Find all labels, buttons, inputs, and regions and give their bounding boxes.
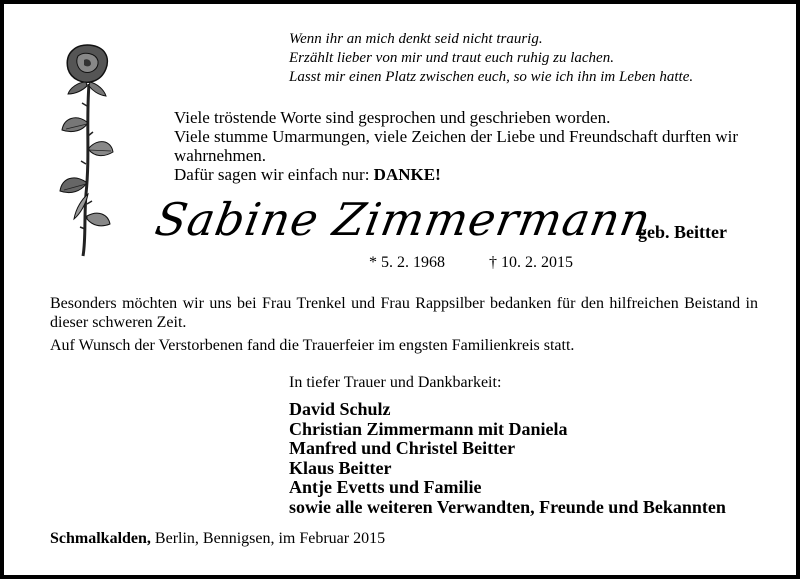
- thanks-text: [174, 108, 784, 184]
- mourner-name: Christian Zimmermann mit Daniela: [289, 418, 568, 439]
- place-date-line: [50, 530, 385, 548]
- mourners-list: [289, 400, 726, 517]
- poem-line: Wenn ihr an mich denkt seid nicht traurig.: [289, 31, 543, 47]
- thanks-bold: DANKE!: [373, 165, 441, 184]
- footer-rest: Berlin, Bennigsen, im Februar 2015: [150, 530, 386, 547]
- mourner-name: Antje Evetts und Familie: [289, 477, 482, 497]
- funeral-note: Auf Wunsch der Verstorbenen fand die Trauerfeier im engsten Familienkreis statt.: [50, 337, 575, 354]
- maiden-name: geb. Beitter: [638, 222, 727, 242]
- life-dates: [369, 254, 573, 272]
- mourners-intro: In tiefer Trauer und Dankbarkeit:: [289, 374, 502, 391]
- thanks-line: [174, 165, 784, 184]
- mourner-name: David Schulz: [289, 399, 391, 419]
- poem: [289, 30, 693, 87]
- mourner-name: Klaus Beitter: [289, 457, 392, 478]
- footer-place: Schmalkalden,: [50, 530, 151, 547]
- death-date: † 10. 2. 2015: [489, 254, 573, 271]
- thanks-line: Viele tröstende Worte sind gesprochen und geschrieben worden.: [174, 108, 611, 127]
- thanks-prefix: Dafür sagen wir einfach nur:: [174, 165, 374, 184]
- mourner-name: Manfred und Christel Beitter: [289, 438, 516, 458]
- poem-line: Erzählt lieber von mir und traut euch ruhig zu lachen.: [289, 50, 614, 66]
- poem-line: Lasst mir einen Platz zwischen euch, so wie ich ihn im Leben hatte.: [289, 69, 694, 85]
- acknowledgement-paragraph: Besonders möchten wir uns bei Frau Trenkel und Frau Rappsilber bedanken für den hilfreichen Beistand in dieser schweren Zeit.: [50, 295, 758, 331]
- mourner-name: sowie alle weiteren Verwandten, Freunde und Bekannten: [289, 496, 726, 517]
- thanks-line: Viele stumme Umarmungen, viele Zeichen der Liebe und Freundschaft durften wir wahrnehmen.: [174, 127, 739, 165]
- rose-icon: [56, 44, 116, 259]
- birth-date: * 5. 2. 1968: [369, 254, 445, 271]
- deceased-name: Sabine Zimmermann: [151, 193, 656, 246]
